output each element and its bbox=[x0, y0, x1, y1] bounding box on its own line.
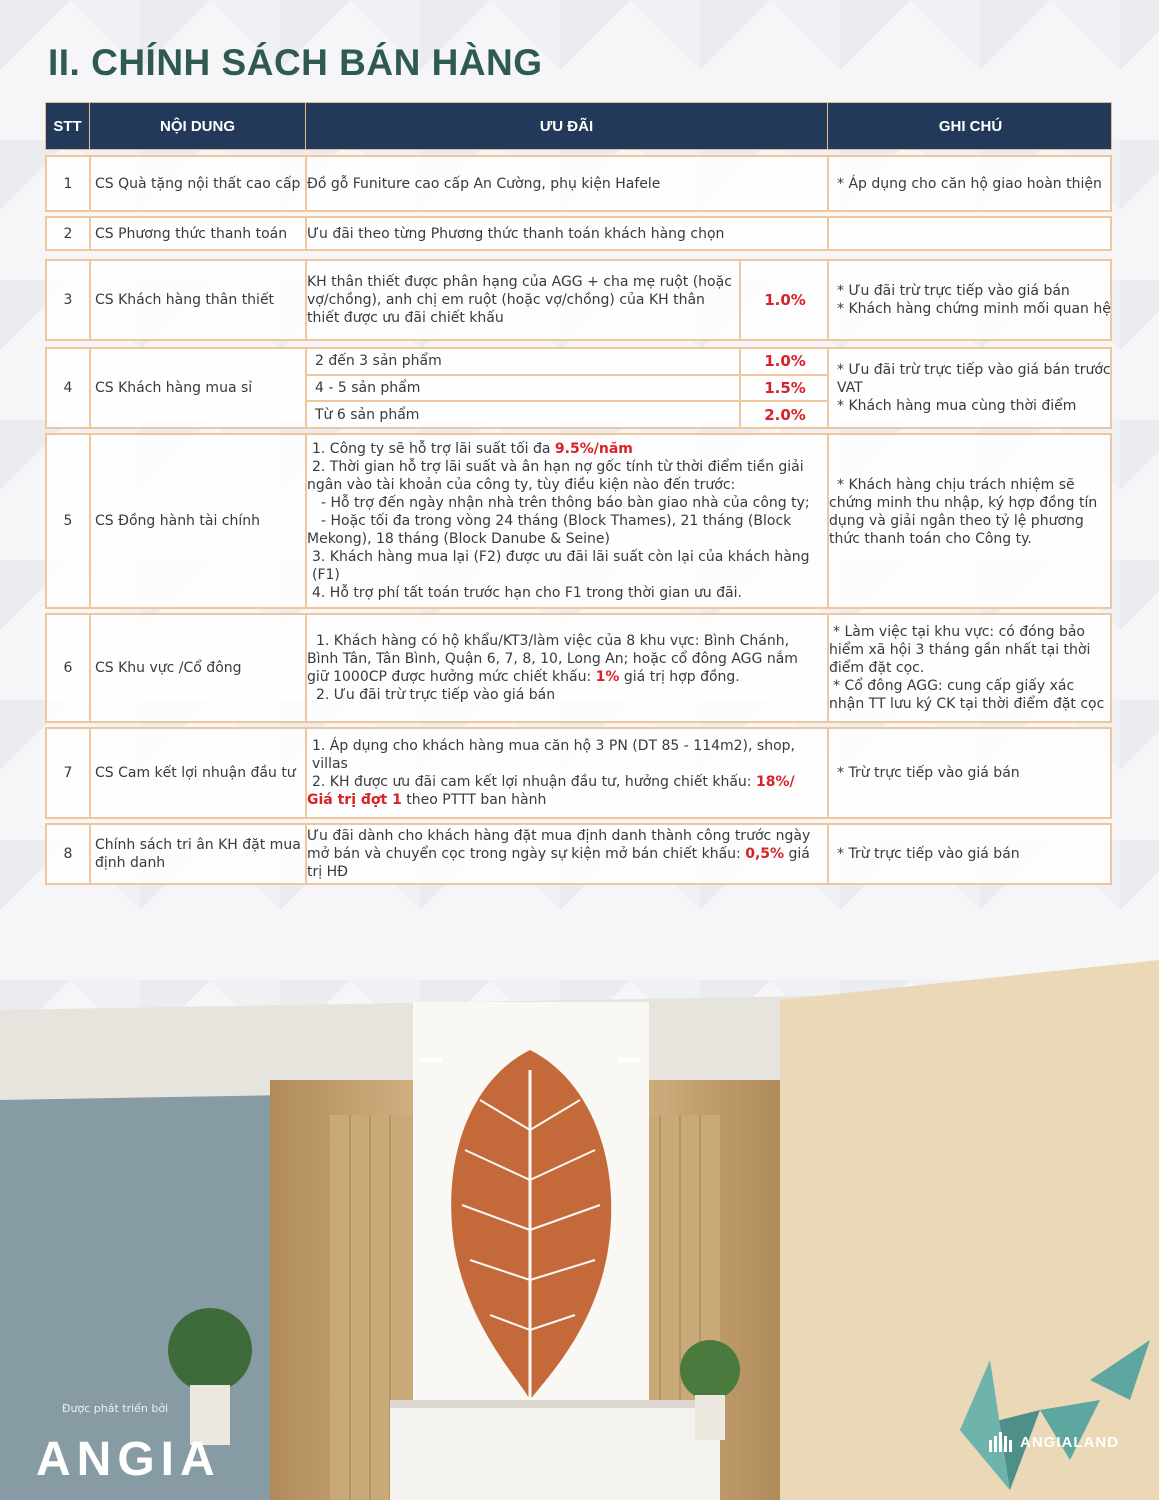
table-row bbox=[45, 347, 1112, 429]
table-row bbox=[45, 433, 1112, 609]
table-row bbox=[45, 216, 1112, 251]
row-uu-dai: Ưu đãi theo từng Phương thức thanh toán khách hàng chọn bbox=[307, 218, 829, 249]
row-ghi-chu-line: * Làm việc tại khu vực: có đóng bảo hiểm xã hội 3 tháng gần nhất tại thời điểm đặt cọc. bbox=[829, 624, 1091, 676]
tier-percent: 2.0% bbox=[739, 402, 829, 427]
row-ghi-chu bbox=[829, 615, 1114, 721]
row-noi-dung: CS Khu vực /Cổ đông bbox=[91, 615, 307, 721]
row-ghi-chu-line: * Cổ đông AGG: cung cấp giấy xác nhận TT lưu ký CK tại thời điểm đặt cọc bbox=[829, 678, 1105, 712]
row-ghi-chu-line: * Khách hàng chứng minh mối quan hệ bbox=[837, 301, 1111, 317]
plant-left bbox=[168, 1308, 252, 1392]
uu-dai-line: 2. Ưu đãi trừ trực tiếp vào giá bán bbox=[316, 687, 556, 703]
lobby-elements bbox=[0, 930, 1159, 1500]
row-uu-dai-text: KH thân thiết được phân hạng của AGG + cha mẹ ruột (hoặc vợ/chồng), anh chị em ruột (hoặc vợ/chồng) của KH thân thiết được ưu đãi chiết khấu bbox=[307, 274, 732, 326]
row-ghi-chu: * Trừ trực tiếp vào giá bán bbox=[837, 765, 1020, 781]
row-uu-dai-percent: 1.0% bbox=[739, 261, 829, 339]
row-uu-dai bbox=[307, 261, 829, 339]
row-ghi-chu-line: * Ưu đãi trừ trực tiếp vào giá bán trước VAT bbox=[837, 362, 1111, 396]
row-stt: 6 bbox=[47, 615, 91, 721]
uu-dai-text: theo PTTT ban hành bbox=[401, 792, 547, 808]
row-noi-dung: CS Khách hàng mua sỉ bbox=[91, 349, 307, 427]
page-title: II. CHÍNH SÁCH BÁN HÀNG bbox=[48, 42, 543, 83]
uu-dai-line: - Hỗ trợ đến ngày nhận nhà trên thông báo bàn giao nhà của công ty; bbox=[321, 495, 810, 511]
tier-row bbox=[307, 402, 827, 427]
row-uu-dai bbox=[307, 615, 829, 721]
uu-dai-text: 1. Công ty sẽ hỗ trợ lãi suất tối đa bbox=[312, 441, 555, 457]
uu-dai-text: giá trị hợp đồng. bbox=[619, 669, 740, 685]
partner-name: ANGIALAND bbox=[1020, 1433, 1119, 1451]
uu-dai-text: giá trị HĐ bbox=[307, 846, 810, 880]
building-icon bbox=[988, 1432, 1014, 1452]
row-noi-dung: CS Phương thức thanh toán bbox=[91, 218, 307, 249]
header-ghi-chu: GHI CHÚ bbox=[938, 117, 1003, 135]
uu-dai-line bbox=[307, 440, 827, 458]
uu-dai-line: 3. Khách hàng mua lại (F2) được ưu đãi lãi suất còn lại của khách hàng (F1) bbox=[312, 549, 810, 583]
row-uu-dai bbox=[307, 435, 829, 607]
row-ghi-chu-line: * Ưu đãi trừ trực tiếp vào giá bán bbox=[837, 283, 1070, 299]
row-noi-dung: CS Đồng hành tài chính bbox=[91, 435, 307, 607]
uu-dai-line bbox=[307, 632, 821, 686]
uu-dai-line: 4. Hỗ trợ phí tất toán trước hạn cho F1 trong thời gian ưu đãi. bbox=[312, 585, 742, 601]
uu-dai-line: 1. Áp dụng cho khách hàng mua căn hộ 3 PN (DT 85 - 114m2), shop, villas bbox=[312, 738, 795, 772]
row-stt: 8 bbox=[47, 825, 91, 883]
tier-row bbox=[307, 349, 827, 376]
row-noi-dung: CS Cam kết lợi nhuận đầu tư bbox=[91, 729, 307, 817]
row-ghi-chu: * Áp dụng cho căn hộ giao hoàn thiện bbox=[837, 175, 1102, 192]
row-noi-dung: CS Quà tặng nội thất cao cấp bbox=[91, 157, 307, 210]
header-noi-dung: NỘI DUNG bbox=[90, 103, 306, 149]
table-row bbox=[45, 727, 1112, 819]
row-noi-dung: Chính sách tri ân KH đặt mua định danh bbox=[91, 825, 307, 883]
tier-percent: 1.0% bbox=[739, 349, 829, 374]
header-stt: STT bbox=[46, 103, 90, 149]
row-ghi-chu: * Trừ trực tiếp vào giá bán bbox=[837, 846, 1020, 862]
angialand-logo bbox=[988, 1432, 1119, 1452]
tier-row bbox=[307, 376, 827, 403]
uu-dai-text: Ưu đãi dành cho khách hàng đặt mua định danh thành công trước ngày mở bán và chuyển cọc trong ngày sự kiện mở bán chiết khấu: bbox=[307, 828, 811, 862]
profit-commitment: 18%/ Giá trị đợt 1 bbox=[307, 774, 795, 808]
uu-dai-line: 2. Thời gian hỗ trợ lãi suất và ân hạn nợ gốc tính từ thời điểm tiền giải ngân vào tài khoản của công ty, tùy điều kiện nào đến trước: bbox=[307, 459, 804, 493]
tier-label: Từ 6 sản phẩm bbox=[315, 406, 420, 423]
plant-right bbox=[680, 1340, 740, 1400]
row-ghi-chu bbox=[829, 218, 1114, 249]
row-uu-dai bbox=[307, 825, 829, 883]
row-ghi-chu bbox=[829, 435, 1114, 607]
row-ghi-chu-text: * Khách hàng chịu trách nhiệm sẽ chứng minh thu nhập, ký hợp đồng tín dụng và giải ngân theo tỷ lệ phương thức thanh toán cho Công ty. bbox=[829, 477, 1098, 547]
tier-percent: 1.5% bbox=[739, 376, 829, 401]
tier-label: 2 đến 3 sản phẩm bbox=[315, 353, 442, 370]
table-row bbox=[45, 259, 1112, 341]
uu-dai-line bbox=[307, 773, 823, 809]
table-header bbox=[45, 102, 1112, 150]
reception-desk bbox=[390, 1400, 720, 1500]
row-stt: 1 bbox=[47, 157, 91, 210]
sales-policy-table bbox=[45, 102, 1112, 885]
row-uu-dai bbox=[307, 729, 829, 817]
table-row bbox=[45, 613, 1112, 723]
angia-logo: ANGIA bbox=[36, 1433, 221, 1486]
row-stt: 3 bbox=[47, 261, 91, 339]
tier-label: 4 - 5 sản phẩm bbox=[315, 380, 421, 396]
uu-dai-text: 1. Khách hàng có hộ khẩu/KT3/làm việc của 8 khu vực: Bình Chánh, Bình Tân, Tân Bình, Quận 6, 7, 8, 10, Long An; hoặc cổ đông AGG nắm giữ 1000CP được hưởng mức chiết khấu: bbox=[307, 633, 798, 685]
row-ghi-chu-line: * Khách hàng mua cùng thời điểm bbox=[837, 398, 1077, 414]
table-row bbox=[45, 823, 1112, 885]
table-row bbox=[45, 155, 1112, 212]
brand-subtitle: Được phát triển bởi bbox=[62, 1402, 169, 1415]
discount-percent: 0,5% bbox=[745, 846, 785, 862]
uu-dai-line: - Hoặc tối đa trong vòng 24 tháng (Block Thames), 21 tháng (Block Mekong), 18 tháng (Block Danube & Seine) bbox=[307, 513, 792, 547]
row-noi-dung: CS Khách hàng thân thiết bbox=[91, 261, 307, 339]
row-uu-dai bbox=[307, 349, 829, 427]
interest-rate: 9.5%/năm bbox=[554, 441, 633, 457]
row-stt: 7 bbox=[47, 729, 91, 817]
row-ghi-chu bbox=[829, 261, 1114, 339]
row-stt: 4 bbox=[47, 349, 91, 427]
row-stt: 2 bbox=[47, 218, 91, 249]
header-uu-dai: ƯU ĐÃI bbox=[306, 103, 828, 149]
row-uu-dai: Đồ gỗ Funiture cao cấp An Cường, phụ kiện Hafele bbox=[307, 157, 829, 210]
row-stt: 5 bbox=[47, 435, 91, 607]
discount-percent: 1% bbox=[595, 669, 620, 685]
uu-dai-text: 2. KH được ưu đãi cam kết lợi nhuận đầu tư, hưởng chiết khấu: bbox=[312, 774, 756, 790]
row-ghi-chu bbox=[829, 349, 1114, 427]
